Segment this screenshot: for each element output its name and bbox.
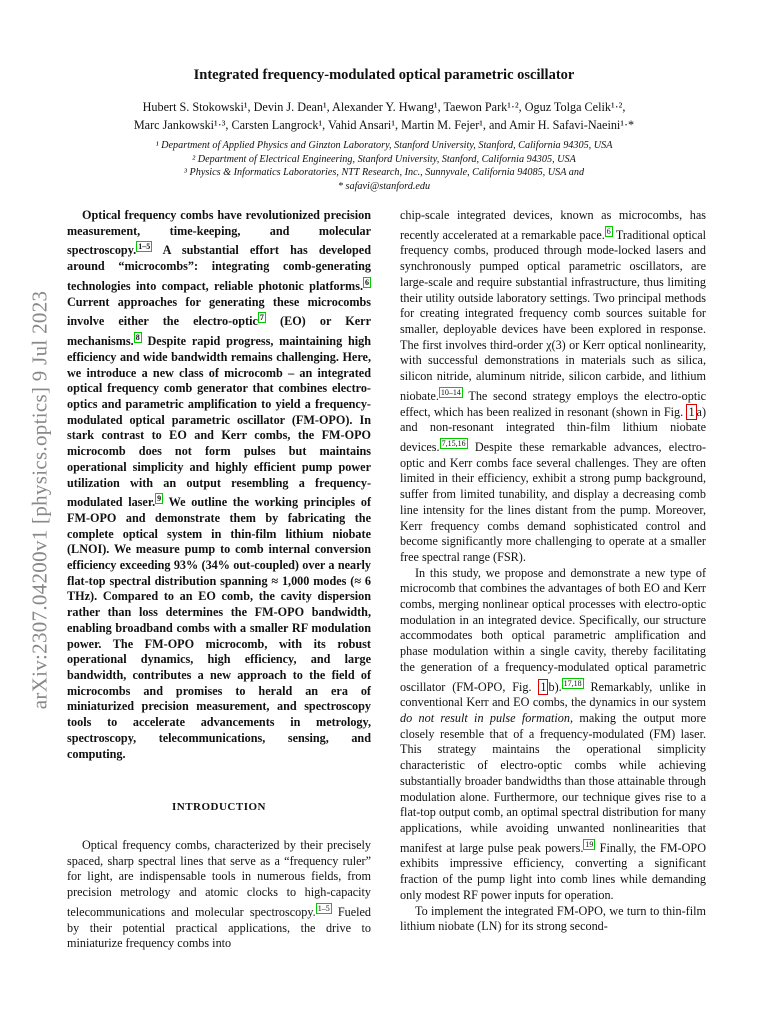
citation-link[interactable]: 6 — [606, 226, 611, 236]
section-heading-introduction: INTRODUCTION — [171, 801, 266, 814]
citation-link[interactable]: 7,15,16 — [441, 438, 466, 448]
body-text: Fueled by their potential practical applications, the drive to miniaturize frequency combs into — [67, 904, 372, 951]
body-text: b). — [548, 679, 562, 694]
body-text: Optical frequency combs, characterized by their precisely spaced, sharp spectral lines that serve as a “frequency ruler” for light, are indispensable tools in numerous fields, from precision metrology and atomic clocks to high-capacity telecommunications and molecular spectroscopy. — [67, 837, 371, 919]
citation-link[interactable]: 1–5 — [317, 903, 330, 913]
citation-link[interactable]: 8 — [135, 333, 140, 343]
abstract-text: Current approaches for generating these microcombs involve either the electro-optic — [67, 294, 371, 329]
emphasis-text: do not result in pulse formation — [400, 711, 570, 726]
body-text: To implement the integrated FM-OPO, we turn to thin-film lithium niobate (LN) for its strong second- — [400, 903, 706, 934]
citation-link[interactable]: 6 — [365, 277, 369, 287]
author-line-2: Marc Jankowski¹·³, Carsten Langrock¹, Vahid Ansari¹, Martin M. Fejer¹, and Amir H. Safavi-Naeini¹·* — [133, 118, 635, 132]
figure-link[interactable]: 1 — [688, 404, 695, 419]
arxiv-identifier: arXiv:2307.04200v1 [physics.optics] 9 Jul 2023 — [27, 290, 52, 710]
citation-link[interactable]: 1–5 — [138, 242, 151, 252]
citation-link[interactable]: 9 — [157, 494, 162, 504]
citation-link[interactable]: 7 — [259, 313, 264, 323]
figure-link[interactable]: 1 — [540, 679, 547, 694]
abstract-text: A substantial effort has developed around “microcombs”: integrating comb-generating technologies into compact, reliable photonic platforms. — [67, 243, 371, 293]
author-list — [90, 98, 678, 134]
abstract-text: Despite rapid progress, maintaining high efficiency and wide bandwidth remains challenging. Here, we introduce a new class of microcomb – an integrated optical frequency comb generator that combines electro-optics and parametric amplification to yield a frequency-modulated optical parametric oscillator (FM-OPO). In stark contrast to EO and Kerr combs, the FM-OPO microcomb does not form pulses but maintains operational simplicity and highly efficient pump power utilization with an output resembling a frequency-modulated laser. — [67, 334, 371, 510]
body-text: Finally, the FM-OPO exhibits impressive efficiency, converting a significant fraction of the pump light into comb lines while demanding only modest RF power inputs for operation. — [400, 840, 706, 902]
body-paragraph — [400, 208, 706, 566]
citation-link[interactable]: 17,18 — [563, 678, 582, 688]
author-line-1: Hubert S. Stokowski¹, Devin J. Dean¹, Alexander Y. Hwang¹, Taewon Park¹·², Oguz Tolga Celik¹·², — [142, 100, 626, 114]
affiliation-2: ² Department of Electrical Engineering, Stanford University, Stanford, California 94305, USA — [192, 153, 576, 165]
body-text: a) and non-resonant integrated thin-film lithium niobate devices. — [400, 404, 706, 455]
body-text: In this study, we propose and demonstrate a new type of microcomb that combines the advantages of both EO and Kerr combs, merging nonlinear optical processes with electro-optic modulation in an integrated device. Specifically, our structure accommodates both optical parametric amplification and phase modulation within a single cavity, thereby facilitating the generation of a frequency-modulated optical parametric oscillator (FM-OPO, Fig. — [400, 565, 706, 694]
arxiv-sidebar-stamp — [20, 250, 60, 750]
abstract-text: Optical frequency combs have revolutionized precision measurement, time-keeping, and molecular spectroscopy. — [67, 208, 371, 258]
body-text: The second strategy employs the electro-optic effect, which has been realized in resonant (shown in Fig. — [400, 388, 706, 419]
body-paragraph — [400, 566, 706, 904]
intro-paragraph — [67, 838, 371, 952]
body-text: chip-scale integrated devices, known as microcombs, has recently accelerated at a remarkable pace. — [400, 208, 706, 242]
affiliation-1: ¹ Department of Applied Physics and Ginzton Laboratory, Stanford University, Stanford, California 94305, USA — [155, 140, 613, 151]
citation-link[interactable]: 19 — [585, 839, 594, 849]
abstract-text: (EO) or Kerr mechanisms. — [67, 314, 371, 349]
body-text: Traditional optical frequency combs, produced through mode-locked lasers and synchronously pumped optical parametric oscillators, are large-scale and require substantial infrastructure, thus limiting their utility outside laboratory settings. Two principal methods for creating integrated frequency comb sources suitable for smaller, deployable devices have been explored in response. The first involves third-order χ(3) or Kerr optical nonlinearity, with successful demonstrations in materials such as silica, silicon nitride, aluminum nitride, silicon carbide, and lithium niobate. — [400, 227, 706, 403]
citation-link[interactable]: 10–14 — [440, 387, 461, 397]
body-paragraph — [400, 904, 706, 935]
left-column — [67, 208, 371, 952]
affiliations — [80, 139, 688, 193]
abstract-text: We outline the working principles of FM-OPO and demonstrate them by fabricating the complete optical system in thin-film lithium niobate (LNOI). We measure pump to comb internal conversion efficiency exceeding 93% (34% out-coupled) over a nearly flat-top spectral distribution spanning ≈ 1,000 modes (≈ 6 THz). Compared to an EO comb, the cavity dispersion rather than loss determines the FM-OPO bandwidth, enabling broadband combs with a smaller RF modulation power. The FM-OPO microcomb, with its robust operational dynamics, high efficiency, and large bandwidth, contributes a new approach to the field of microcombs and promises to herald an era of miniaturized precision measurement, and spectroscopy tools to accelerate advancements in metrology, spectroscopy, telecommunications, sensing, and computing. — [67, 495, 371, 761]
body-text: Despite these remarkable advances, electro-optic and Kerr combs face several challenges. They are often limited in their efficiency, exhibit a strong pump background, suffer from limited tunability, and display a decreasing comb line intensity for the lines distant from the pump. Moreover, Kerr frequency combs demand sophisticated control and become significantly more challenging to operate at a smaller free spectral range (FSR). — [400, 440, 706, 564]
right-column — [400, 208, 706, 935]
paper-title: Integrated frequency-modulated optical parametric oscillator — [193, 67, 575, 83]
body-text: , making the output more closely resemble that of a frequency-modulated (FM) laser. This strategy maintains the operational simplicity characteristic of electro-optic combs while achieving substantially broader bandwidths than those attainable through modulation alone. Furthermore, our technique gives rise to a flat-top output comb, an optimal spectral distribution for many applications, while avoiding unwanted nonlinearities that manifest at large pulse peak powers. — [400, 711, 706, 855]
affiliation-3: ³ Physics & Informatics Laboratories, NTT Research, Inc., Sunnyvale, California 94085, USA and — [183, 167, 585, 179]
abstract — [67, 208, 371, 762]
corresponding-email: * safavi@stanford.edu — [337, 180, 431, 192]
body-text: Remarkably, unlike in conventional Kerr and EO combs, the dynamics in our system — [400, 679, 706, 710]
